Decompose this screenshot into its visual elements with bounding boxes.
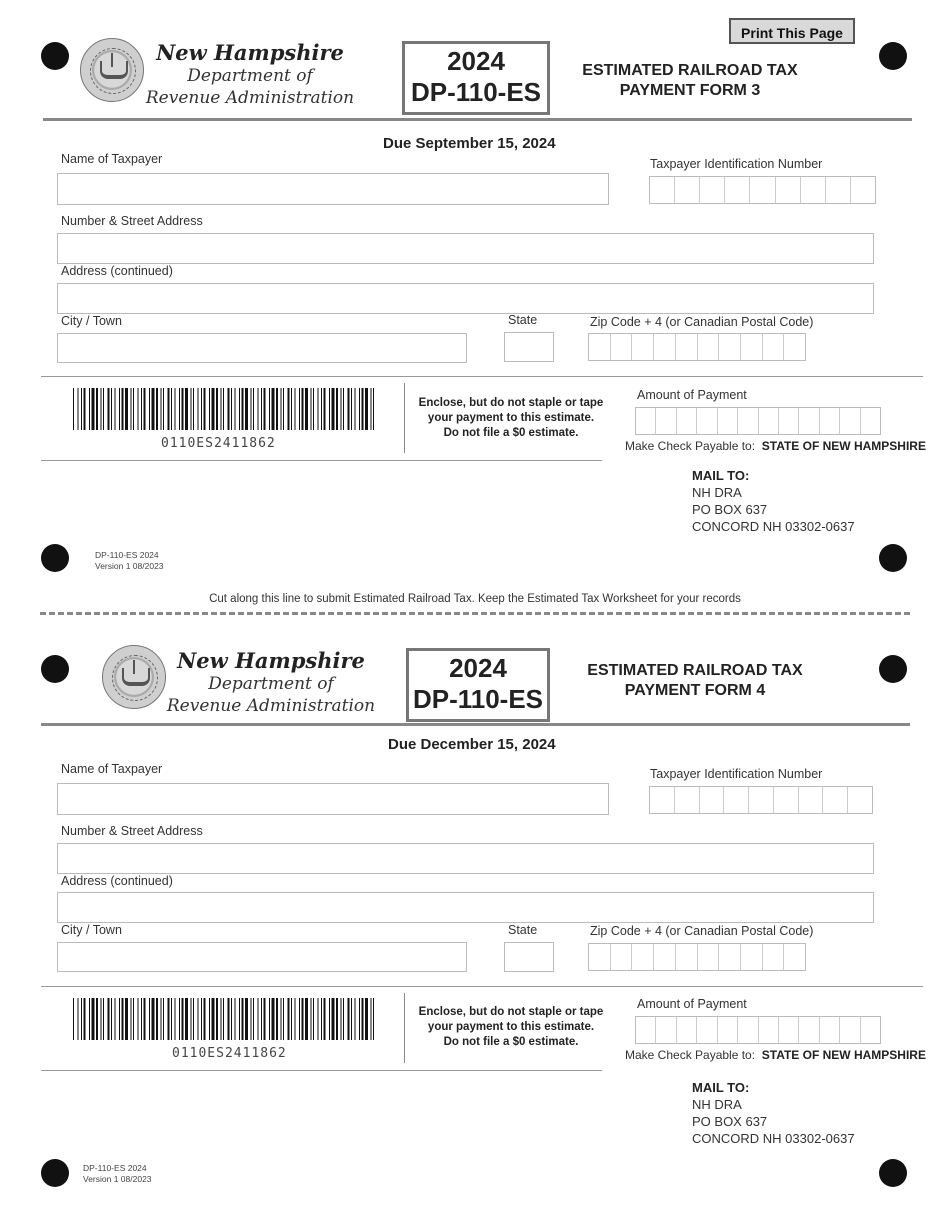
tin-field[interactable] (649, 176, 876, 204)
state-seal-icon (80, 38, 144, 102)
cut-instruction: Cut along this line to submit Estimated Railroad Tax. Keep the Estimated Tax Worksheet for your records (209, 593, 741, 605)
city-label: City / Town (61, 314, 122, 328)
amount-label: Amount of Payment (637, 997, 747, 1011)
version-info: DP-110-ES 2024 Version 1 08/2023 (83, 1163, 152, 1184)
barcode-number: 0110ES2411862 (161, 436, 276, 451)
department-name: New Hampshire Department of Revenue Administration (145, 40, 355, 108)
amount-field[interactable] (635, 407, 881, 435)
name-label: Name of Taxpayer (61, 762, 163, 776)
mailing-address: MAIL TO: NH DRA PO BOX 637 CONCORD NH 03302-0637 (692, 468, 855, 534)
zip-field[interactable] (588, 333, 806, 361)
payable-line: Make Check Payable to: STATE OF NEW HAMPSHIRE (625, 1048, 926, 1062)
taxpayer-name-field[interactable] (57, 783, 609, 815)
version-info: DP-110-ES 2024 Version 1 08/2023 (95, 550, 164, 571)
name-label: Name of Taxpayer (61, 152, 163, 166)
tin-field[interactable] (649, 786, 873, 814)
barcode-divider (41, 460, 602, 461)
street-label: Number & Street Address (61, 824, 203, 838)
address-continued-field[interactable] (57, 892, 874, 923)
street-address-field[interactable] (57, 233, 874, 264)
barcode-number: 0110ES2411862 (172, 1046, 287, 1061)
street-label: Number & Street Address (61, 214, 203, 228)
punch-hole-icon (879, 1159, 907, 1187)
city-label: City / Town (61, 923, 122, 937)
street-address-field[interactable] (57, 843, 874, 874)
form-number-box (402, 41, 550, 115)
amount-field[interactable] (635, 1016, 881, 1044)
state-field[interactable] (504, 942, 554, 972)
mailing-address: MAIL TO: NH DRA PO BOX 637 CONCORD NH 03302-0637 (692, 1080, 855, 1146)
header-divider (43, 118, 912, 121)
cut-line (40, 612, 910, 615)
address-continued-field[interactable] (57, 283, 874, 314)
barcode-divider (41, 1070, 602, 1071)
payable-line: Make Check Payable to: STATE OF NEW HAMPSHIRE (625, 439, 926, 453)
header-divider (41, 723, 910, 726)
enclose-instructions: Enclose, but do not staple or tape your payment to this estimate. Do not file a $0 estimate. (418, 1006, 604, 1048)
tin-label: Taxpayer Identification Number (650, 157, 823, 171)
print-page-button[interactable]: Print This Page (729, 18, 855, 44)
amount-label: Amount of Payment (637, 388, 747, 402)
state-field[interactable] (504, 332, 554, 362)
state-label: State (508, 923, 538, 937)
form-year: 2024 (447, 46, 505, 76)
state-seal-icon (102, 645, 166, 709)
city-field[interactable] (57, 942, 467, 972)
form-number: DP-110-ES (410, 77, 542, 107)
due-date: Due December 15, 2024 (388, 736, 556, 753)
form-title: ESTIMATED RAILROAD TAX PAYMENT FORM 4 (587, 662, 803, 699)
punch-hole-icon (41, 1159, 69, 1187)
address2-label: Address (continued) (61, 264, 173, 278)
form-number: DP-110-ES (412, 684, 544, 714)
taxpayer-name-field[interactable] (57, 173, 609, 205)
enclose-instructions: Enclose, but do not staple or tape your payment to this estimate. Do not file a $0 estimate. (418, 397, 604, 439)
tin-label: Taxpayer Identification Number (650, 767, 823, 781)
form-year: 2024 (449, 653, 507, 683)
due-date: Due September 15, 2024 (383, 135, 556, 152)
punch-hole-icon (879, 42, 907, 70)
vertical-divider (404, 383, 405, 453)
department-name: New Hampshire Department of Revenue Administration (166, 648, 376, 716)
punch-hole-icon (41, 42, 69, 70)
state-label: State (508, 313, 538, 327)
punch-hole-icon (41, 655, 69, 683)
zip-label: Zip Code + 4 (or Canadian Postal Code) (590, 315, 814, 329)
barcode-image (73, 998, 378, 1040)
punch-hole-icon (41, 544, 69, 572)
zip-label: Zip Code + 4 (or Canadian Postal Code) (590, 924, 814, 938)
barcode-image (73, 388, 378, 430)
section-divider (41, 986, 923, 987)
section-divider (41, 376, 923, 377)
punch-hole-icon (879, 655, 907, 683)
form-title: ESTIMATED RAILROAD TAX PAYMENT FORM 3 (582, 62, 798, 99)
punch-hole-icon (879, 544, 907, 572)
vertical-divider (404, 993, 405, 1063)
address2-label: Address (continued) (61, 874, 173, 888)
city-field[interactable] (57, 333, 467, 363)
form-number-box (406, 648, 550, 722)
zip-field[interactable] (588, 943, 806, 971)
